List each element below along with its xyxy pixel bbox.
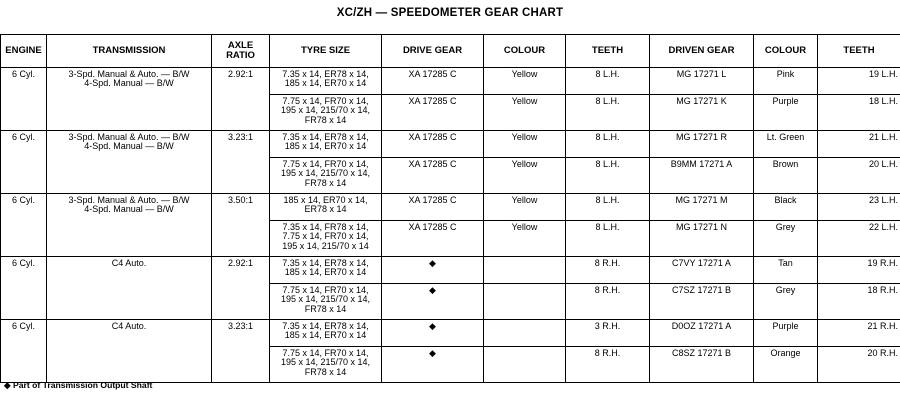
driven-gear-cell: MG 17271 L [650,68,754,95]
colour-cell [484,320,566,347]
speedometer-gear-table [0,34,900,383]
teeth-cell: 8 L.H. [566,194,650,221]
colour-cell: Black [754,194,818,221]
axle-ratio-cell: 3.50:1 [212,194,270,257]
driven-gear-cell: MG 17271 N [650,221,754,257]
driven-gear-cell: MG 17271 M [650,194,754,221]
colour-cell: Purple [754,95,818,131]
header-axle-line2: RATIO [226,50,255,61]
tyre-size-line: 185 x 14, ER70 x 14, [283,195,368,205]
header-row [1,35,900,68]
colour-cell [484,257,566,284]
drive-gear-cell: XA 17285 C [382,194,484,221]
tyre-size-line: 7.75 x 14, FR70 x 14, [282,348,369,358]
tyre-size-line: 185 x 14, ER70 x 14 [284,141,367,152]
teeth-cell: 20 L.H. [818,158,900,194]
drive-gear-cell: ◆ [382,284,484,320]
tyre-size-cell [270,221,382,257]
header-drive-gear: DRIVE GEAR [382,35,484,68]
table-row [1,194,900,221]
teeth-cell: 22 L.H. [818,221,900,257]
transmission-line: C4 Auto. [111,321,147,331]
tyre-size-line: FR78 x 14 [304,114,347,125]
transmission-cell [47,257,212,320]
colour-cell: Yellow [484,194,566,221]
teeth-cell: 23 L.H. [818,194,900,221]
table-row [1,257,900,284]
driven-gear-cell: C7SZ 17271 B [650,284,754,320]
teeth-cell: 8 L.H. [566,131,650,158]
table-body [1,68,900,383]
header-axle-ratio [212,35,270,68]
drive-gear-cell: ◆ [382,257,484,284]
drive-gear-cell: XA 17285 C [382,95,484,131]
colour-cell: Tan [754,257,818,284]
colour-cell: Pink [754,68,818,95]
transmission-cell [47,194,212,257]
header-engine: ENGINE [1,35,47,68]
tyre-size-line: ER78 x 14 [304,204,347,215]
tyre-size-line: FR78 x 14 [304,177,347,188]
tyre-size-line: 7.35 x 14, ER78 x 14, [282,321,369,331]
transmission-line: 3-Spd. Manual & Auto. — B/W [68,132,190,142]
axle-ratio-cell: 2.92:1 [212,68,270,131]
colour-cell: Yellow [484,221,566,257]
driven-gear-cell: C7VY 17271 A [650,257,754,284]
tyre-size-cell [270,194,382,221]
colour-cell: Lt. Green [754,131,818,158]
header-teeth-1: TEETH [566,35,650,68]
teeth-cell: 3 R.H. [566,320,650,347]
driven-gear-cell: C8SZ 17271 B [650,347,754,383]
table-row [1,68,900,95]
footnote: ◆ Part of Transmission Output Shaft [4,380,153,390]
axle-ratio-cell: 2.92:1 [212,257,270,320]
tyre-size-cell [270,131,382,158]
teeth-cell: 18 R.H. [818,284,900,320]
colour-cell: Yellow [484,95,566,131]
transmission-line: 4-Spd. Manual — B/W [84,78,174,89]
teeth-cell: 19 L.H. [818,68,900,95]
chart-title: XC/ZH — SPEEDOMETER GEAR CHART [336,7,564,19]
teeth-cell: 8 L.H. [566,95,650,131]
header-driven-gear: DRIVEN GEAR [650,35,754,68]
table-row [1,131,900,158]
colour-cell: Yellow [484,158,566,194]
teeth-cell: 8 L.H. [566,68,650,95]
colour-cell: Brown [754,158,818,194]
drive-gear-cell: ◆ [382,320,484,347]
tyre-size-line: 7.35 x 14, ER78 x 14, [282,69,369,79]
tyre-size-line: 7.75 x 14, FR70 x 14, [282,159,369,169]
drive-gear-cell: XA 17285 C [382,221,484,257]
teeth-cell: 8 R.H. [566,347,650,383]
tyre-size-line: FR78 x 14 [304,303,347,314]
colour-cell [484,347,566,383]
header-colour-1: COLOUR [484,35,566,68]
engine-cell: 6 Cyl. [1,68,47,131]
transmission-line: 4-Spd. Manual — B/W [84,204,174,215]
transmission-line: C4 Auto. [111,258,147,268]
tyre-size-line: 7.75 x 14, FR70 x 14, [282,96,369,106]
header-colour-2: COLOUR [754,35,818,68]
tyre-size-line: 195 x 14, 215/70 x 14, [280,294,371,305]
engine-cell: 6 Cyl. [1,320,47,383]
tyre-size-line: 185 x 14, ER70 x 14 [284,330,367,341]
tyre-size-cell [270,257,382,284]
teeth-cell: 8 L.H. [566,158,650,194]
transmission-cell [47,68,212,131]
tyre-size-cell [270,158,382,194]
tyre-size-cell [270,284,382,320]
teeth-cell: 18 L.H. [818,95,900,131]
colour-cell [484,284,566,320]
table-row [1,320,900,347]
tyre-size-line: 7.75 x 14, FR70 x 14, [282,231,369,242]
tyre-size-line: 195 x 14, 215/70 x 14, [280,168,371,179]
colour-cell: Grey [754,221,818,257]
driven-gear-cell: MG 17271 R [650,131,754,158]
tyre-size-cell [270,347,382,383]
transmission-line: 3-Spd. Manual & Auto. — B/W [68,195,190,205]
tyre-size-line: 7.35 x 14, FR78 x 14, [282,222,369,232]
engine-cell: 6 Cyl. [1,194,47,257]
teeth-cell: 19 R.H. [818,257,900,284]
drive-gear-cell: XA 17285 C [382,68,484,95]
tyre-size-line: 7.35 x 14, ER78 x 14, [282,132,369,142]
tyre-size-line: 185 x 14, ER70 x 14 [284,267,367,278]
tyre-size-cell [270,95,382,131]
tyre-size-cell [270,68,382,95]
header-axle-line1: AXLE [227,40,254,51]
header-teeth-2: TEETH [818,35,900,68]
header-transmission: TRANSMISSION [47,35,212,68]
axle-ratio-cell: 3.23:1 [212,320,270,383]
driven-gear-cell: B9MM 17271 A [650,158,754,194]
transmission-line: 3-Spd. Manual & Auto. — B/W [68,69,190,79]
teeth-cell: 20 R.H. [818,347,900,383]
transmission-cell [47,131,212,194]
transmission-line: 4-Spd. Manual — B/W [84,141,174,152]
driven-gear-cell: D0OZ 17271 A [650,320,754,347]
header-tyre-size: TYRE SIZE [270,35,382,68]
axle-ratio-cell: 3.23:1 [212,131,270,194]
tyre-size-line: 7.35 x 14, ER78 x 14, [282,258,369,268]
tyre-size-cell [270,320,382,347]
teeth-cell: 8 L.H. [566,221,650,257]
tyre-size-line: FR78 x 14 [304,366,347,377]
tyre-size-line: 185 x 14, ER70 x 14 [284,78,367,89]
driven-gear-cell: MG 17271 K [650,95,754,131]
tyre-size-line: 195 x 14, 215/70 x 14, [280,105,371,116]
teeth-cell: 21 R.H. [818,320,900,347]
drive-gear-cell: XA 17285 C [382,131,484,158]
colour-cell: Yellow [484,68,566,95]
drive-gear-cell: ◆ [382,347,484,383]
transmission-cell [47,320,212,383]
engine-cell: 6 Cyl. [1,257,47,320]
drive-gear-cell: XA 17285 C [382,158,484,194]
colour-cell: Grey [754,284,818,320]
tyre-size-line: 195 x 14, 215/70 x 14 [282,240,369,251]
teeth-cell: 8 R.H. [566,284,650,320]
colour-cell: Yellow [484,131,566,158]
colour-cell: Purple [754,320,818,347]
teeth-cell: 8 R.H. [566,257,650,284]
engine-cell: 6 Cyl. [1,131,47,194]
colour-cell: Orange [754,347,818,383]
tyre-size-line: 7.75 x 14, FR70 x 14, [282,285,369,295]
tyre-size-line: 195 x 14, 215/70 x 14, [280,357,371,368]
teeth-cell: 21 L.H. [818,131,900,158]
